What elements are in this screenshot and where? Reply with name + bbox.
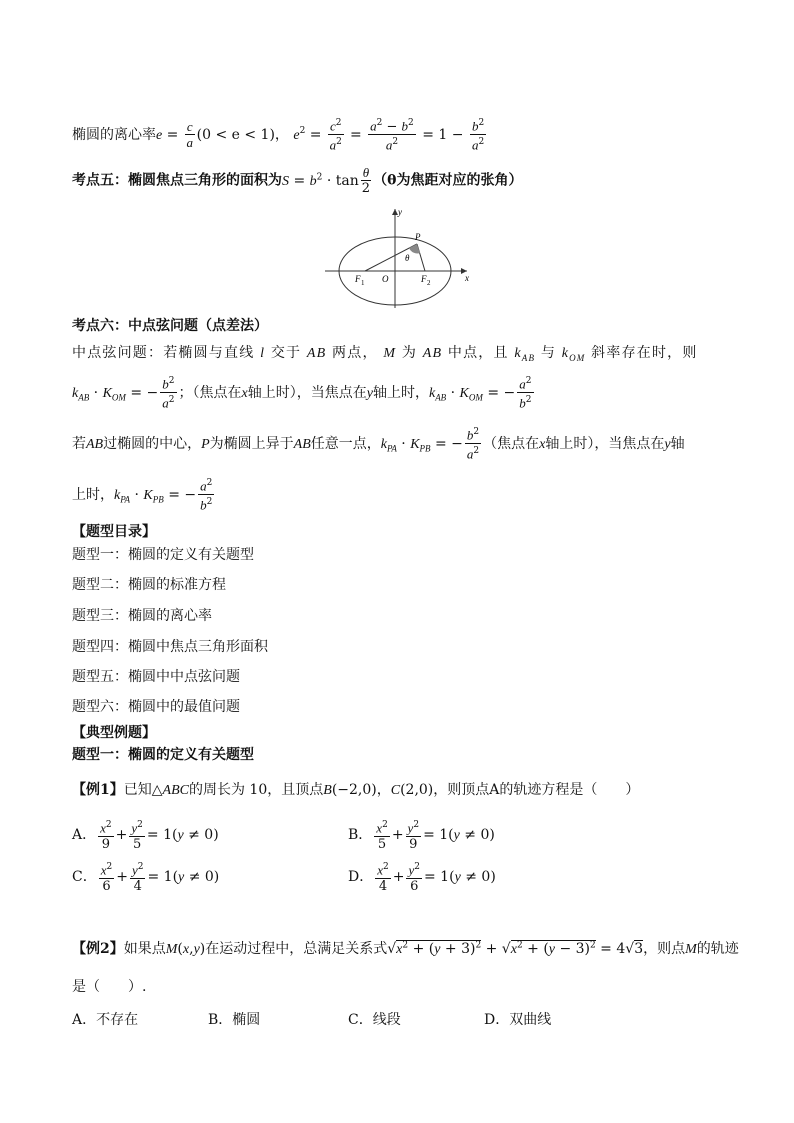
ex2-option-b[interactable]: B．椭圆 bbox=[208, 1012, 261, 1028]
ecc-prefix: 椭圆的离心率 bbox=[72, 126, 156, 143]
ex1-option-d[interactable]: D． $\frac{x^2}{4}$ + $\frac{y^2}{6}$ = 1(y ≠ 0) bbox=[348, 862, 496, 895]
fig-f2-sub: 2 bbox=[427, 279, 431, 287]
eccentricity-line: 椭圆的离心率e = $\frac{c}{a}$ (0 < e < 1)， $e^2$ = $\frac{c^2}{a^2}$ = $\frac{a^2 - b^2}{a^2}$ = 1 − $\frac{b^2}{a^2}$ bbox=[72, 118, 485, 153]
examples-heading: 【典型例题】 bbox=[72, 725, 156, 741]
toc-item: 题型一：椭圆的定义有关题型 bbox=[72, 547, 254, 563]
ex2-option-a[interactable]: A．不存在 bbox=[72, 1012, 139, 1028]
kp6-line4: 上时，$k_{PA} \cdot K_{PB}$ = − $\frac{a^2}{b^2}$ bbox=[72, 478, 213, 513]
ecc-cond: (0 < e < 1)， bbox=[196, 126, 289, 143]
toc-item: 题型四：椭圆中焦点三角形面积 bbox=[72, 639, 268, 655]
toc-item: 题型六：椭圆中的最值问题 bbox=[72, 699, 240, 715]
ex2-option-d[interactable]: D．双曲线 bbox=[484, 1012, 552, 1028]
fig-p-label: P bbox=[415, 232, 421, 242]
fig-f1-sub: 1 bbox=[361, 279, 365, 287]
kp6-title: 考点六：中点弦问题（点差法） bbox=[72, 318, 268, 334]
kp6-line3: 若AB过椭圆的中心，P为椭圆上异于AB任意一点，$k_{PA} \cdot K_{PB}$ = − $\frac{b^2}{a^2}$ （焦点在x轴上时），当焦点在y轴 bbox=[72, 427, 685, 462]
fig-y-label: y bbox=[398, 207, 402, 217]
fig-f2-label: F bbox=[421, 274, 427, 284]
fig-f1-label: F bbox=[355, 274, 361, 284]
toc-item: 题型五：椭圆中中点弦问题 bbox=[72, 669, 240, 685]
kp5-note: （θ为焦距对应的张角） bbox=[373, 172, 523, 189]
toc-item: 题型二：椭圆的标准方程 bbox=[72, 577, 226, 593]
ellipse-figure bbox=[325, 205, 475, 310]
fig-x-label: x bbox=[465, 273, 469, 283]
example-2-stem: 【例2】如果点M(x,y)在运动过程中，总满足关系式$√x^2 + (y + 3)^2 + √x^2 + (y - 3)^2 = 4√3$，则点M的轨迹 bbox=[72, 940, 739, 957]
ex2-option-c[interactable]: C．线段 bbox=[348, 1012, 401, 1028]
fig-o-label: O bbox=[382, 274, 389, 284]
kp6-line2: $k_{AB} \cdot K_{OM}$ = − $\frac{b^2}{a^2}$ ；（焦点在x轴上时），当焦点在y轴上时，$k_{AB} \cdot K_{OM}$ = − $\frac{a^2}{b^2}$ bbox=[72, 376, 532, 411]
type1-heading: 题型一：椭圆的定义有关题型 bbox=[72, 747, 254, 763]
example-2-line2: 是（ ）. bbox=[72, 979, 147, 995]
kp6-line1: 中点弦问题：若椭圆与直线 l 交于 AB 两点， M 为 AB 中点，且 $k_{AB}$ 与 $k_{OM}$ 斜率存在时，则 bbox=[72, 345, 698, 363]
kp5-title-line: 考点五：椭圆焦点三角形的面积为$S = b^2 \cdot \tan$ $\frac{\theta}{2}$ （θ为焦距对应的张角） bbox=[72, 165, 523, 196]
ex1-option-b[interactable]: B． $\frac{x^2}{5}$ + $\frac{y^2}{9}$ = 1(y ≠ 0) bbox=[348, 820, 495, 853]
ex1-option-c[interactable]: C． $\frac{x^2}{6}$ + $\frac{y^2}{4}$ = 1(y ≠ 0) bbox=[72, 862, 220, 895]
ex1-option-a[interactable]: A． $\frac{x^2}{9}$ + $\frac{y^2}{5}$ = 1(y ≠ 0) bbox=[72, 820, 219, 853]
toc-heading: 【题型目录】 bbox=[72, 524, 156, 540]
example-1-stem: 【例1】已知△ABC的周长为 10，且顶点B(−2,0)，C(2,0)，则顶点A的轨迹方程是（ ） bbox=[72, 782, 640, 798]
kp5-title: 考点五：椭圆焦点三角形的面积为 bbox=[72, 172, 282, 189]
fig-theta-label: θ bbox=[405, 253, 410, 263]
toc-item: 题型三：椭圆的离心率 bbox=[72, 608, 212, 624]
